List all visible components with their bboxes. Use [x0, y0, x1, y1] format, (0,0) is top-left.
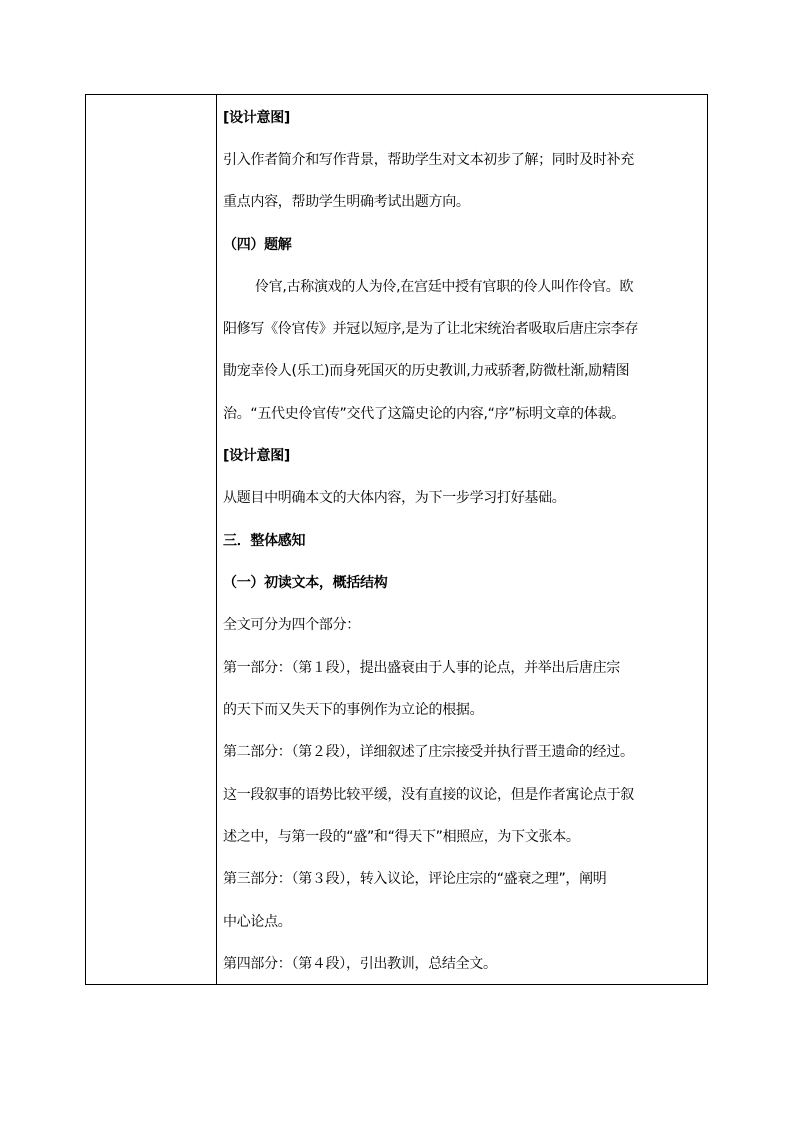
section-heading-overall-perception: 三．整体感知: [223, 533, 306, 549]
text-line: 伶官,古称演戏的人为伶,在宫廷中授有官职的伶人叫作伶官。欧: [255, 279, 634, 295]
text-line: 第四部分：（第４段），引出教训，总结全文。: [223, 956, 497, 972]
text-line: 全文可分为四个部分：: [223, 617, 360, 633]
text-line: 阳修写《伶官传》并冠以短序,是为了让北宋统治者吸取后唐庄宗李存: [223, 321, 639, 337]
text-line: 从题目中明确本文的大体内容，为下一步学习打好基础。: [223, 490, 566, 506]
text-line: 第二部分：（第２段），详细叙述了庄宗接受并执行晋王遗命的经过。: [223, 744, 634, 760]
text-line: 第一部分：（第１段），提出盛衰由于人事的论点，并举出后唐庄宗: [223, 660, 620, 676]
design-intent-heading-1: [设计意图]: [223, 110, 290, 126]
text-line: 重点内容，帮助学生明确考试出题方向。: [223, 194, 470, 210]
section-heading-title-explanation: （四）题解: [223, 237, 292, 253]
text-line: 这一段叙事的语势比较平缓，没有直接的议论，但是作者寓论点于叙: [223, 787, 634, 803]
text-line: 勖宠幸伶人(乐工)而身死国灭的历史教训,力戒骄奢,防微杜渐,励精图: [223, 363, 630, 379]
text-line: 治。“五代史伶官传”交代了这篇史论的内容,“序”标明文章的体裁。: [223, 406, 625, 422]
text-line: 中心论点。: [223, 914, 292, 930]
design-intent-heading-2: [设计意图]: [223, 448, 290, 464]
text-line: 的天下而又失天下的事例作为立论的根据。: [223, 702, 484, 718]
subsection-heading-first-reading: （一）初读文本，概括结构: [223, 575, 388, 591]
lesson-table: [85, 94, 708, 985]
table-right-column: [217, 95, 707, 984]
text-line: 述之中，与第一段的“盛”和“得天下”相照应，为下文张本。: [223, 829, 580, 845]
text-line: 第三部分：（第３段），转入议论，评论庄宗的“盛衰之理”，阐明: [223, 871, 607, 887]
table-left-column: [86, 95, 217, 984]
text-line: 引入作者简介和写作背景，帮助学生对文本初步了解；同时及时补充: [223, 152, 634, 168]
